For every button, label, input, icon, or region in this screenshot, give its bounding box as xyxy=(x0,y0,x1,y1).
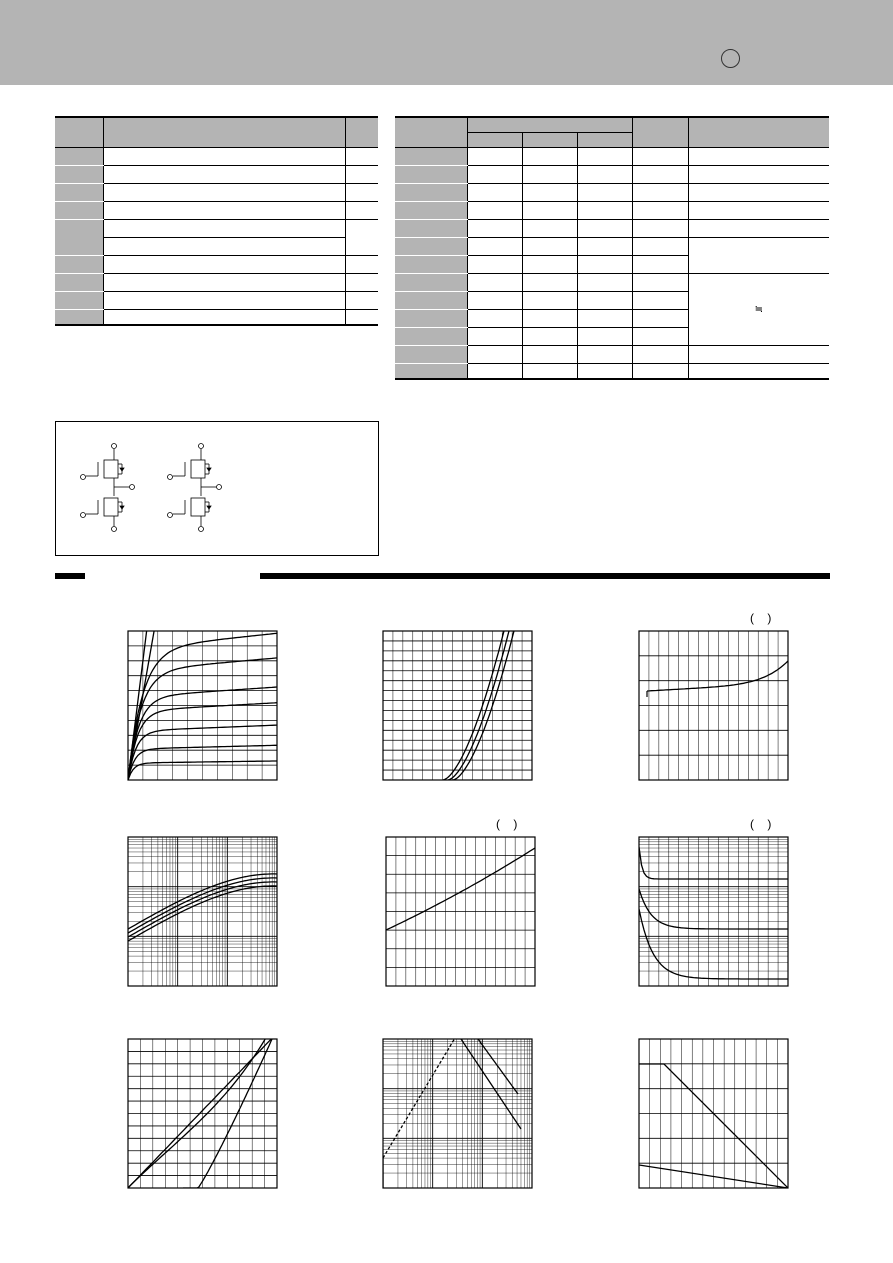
chart-frame xyxy=(128,837,277,986)
chart-5-bracket: ( ) xyxy=(496,817,518,831)
section-bar-right xyxy=(260,573,830,579)
table-row xyxy=(55,183,378,201)
table-row xyxy=(55,309,378,325)
mosfet-schematic-icon xyxy=(56,422,378,555)
table-row xyxy=(55,165,378,183)
table-row xyxy=(395,219,829,237)
table-row xyxy=(55,273,378,291)
chart-frame xyxy=(383,631,532,780)
table-row xyxy=(395,201,829,219)
table-row xyxy=(395,147,829,165)
table-row xyxy=(55,147,378,165)
table-header-row xyxy=(395,117,829,132)
electrical-table xyxy=(395,116,829,380)
table-row xyxy=(55,237,378,255)
section-bar-left xyxy=(55,573,85,579)
circle-logo-icon xyxy=(721,49,740,68)
chart-4 xyxy=(128,837,277,986)
chart-1 xyxy=(128,631,277,780)
chart-frame xyxy=(639,837,788,986)
table-row xyxy=(395,273,829,291)
chart-8 xyxy=(383,1039,532,1188)
table-row xyxy=(395,363,829,379)
table-header-row xyxy=(55,117,378,147)
chart-9 xyxy=(639,1039,788,1188)
page-header xyxy=(0,0,893,85)
chart-frame xyxy=(383,1039,532,1188)
table-row xyxy=(395,183,829,201)
ratings-table xyxy=(55,116,378,326)
chart-6-bracket: ( ) xyxy=(750,817,772,831)
table-row xyxy=(395,165,829,183)
table-row xyxy=(395,237,829,255)
table-row xyxy=(395,345,829,363)
table-row xyxy=(55,201,378,219)
chart-3-bracket: ( ) xyxy=(750,611,772,625)
chart-7 xyxy=(128,1039,277,1188)
table-row xyxy=(55,219,378,237)
table-row xyxy=(55,255,378,273)
approx-symbol: ≒ xyxy=(754,303,763,315)
chart-6 xyxy=(639,837,788,986)
chart-3 xyxy=(639,631,788,780)
circuit-diagram xyxy=(55,421,379,556)
table-row xyxy=(55,291,378,309)
chart-5 xyxy=(386,837,535,986)
chart-2 xyxy=(383,631,532,780)
